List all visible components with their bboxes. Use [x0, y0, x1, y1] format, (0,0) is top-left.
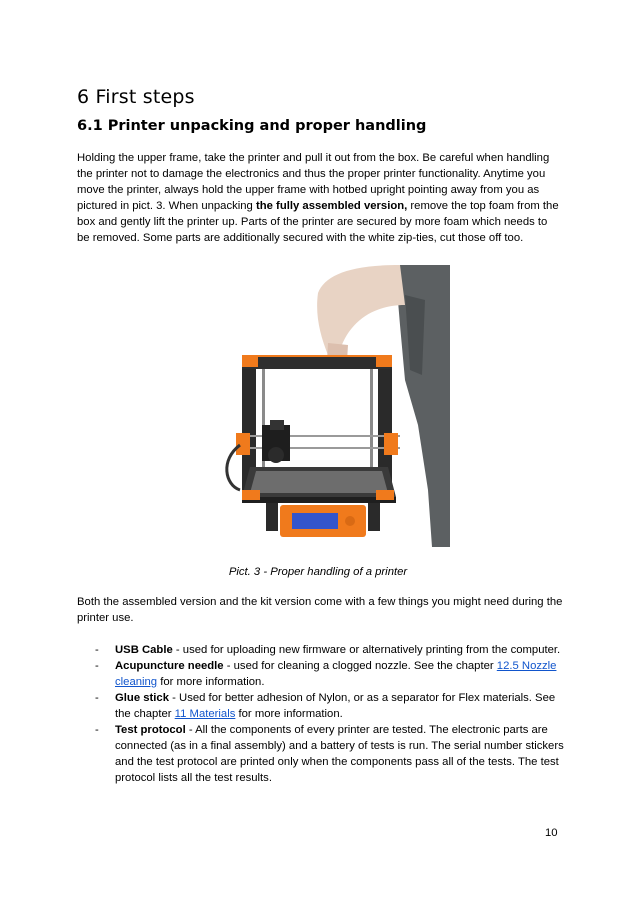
materials-link[interactable]: 11 Materials: [174, 708, 236, 720]
list-dash: -: [95, 644, 99, 656]
item-text: - All the components of every printer are tested. The electronic parts are connected (as in a final assembly) and a battery of tests is run. The serial number stickers and the test protocol are printed only when the components pass all of the tests. The test protocol lists all the test results.: [115, 724, 564, 784]
printer-photo: [200, 265, 450, 547]
list-item: [77, 722, 567, 786]
accessory-list: [77, 642, 567, 786]
item-term: Glue stick: [115, 692, 169, 704]
list-dash: -: [95, 692, 99, 704]
item-text: - Used for better adhesion of Nylon, or as a separator for Flex materials. See the chapter: [115, 692, 556, 720]
item-text-after: for more information.: [157, 676, 265, 688]
figure-caption: Pict. 3 - Proper handling of a printer: [228, 566, 408, 578]
list-item: [77, 658, 567, 690]
subsection-heading: 6.1 Printer unpacking and proper handling: [77, 118, 427, 134]
intro-text-a: Holding the upper frame, take the printer and pull it out from the box. Be careful when handling the printer not to damage the electronics and thus the proper printer functionality. Anytime you move the printer, always hold the upper frame with hotbed upright pointing away from you as pictured in pict. 3. When unpacking: [77, 152, 550, 212]
list-dash: -: [95, 724, 99, 736]
list-item: [77, 642, 567, 658]
intro-text-b: remove the top foam from the box and gently lift the printer up. Parts of the printer are secured by more foam which needs to be removed. Some parts are additionally secured with the white zip-ties, cut those off too.: [77, 200, 559, 244]
item-term: Acupuncture needle: [115, 660, 224, 672]
item-term: Test protocol: [115, 724, 186, 736]
kit-paragraph: Both the assembled version and the kit version come with a few things you might need during the printer use.: [77, 596, 563, 624]
list-item: [77, 690, 567, 722]
item-text: - used for uploading new firmware or alternatively printing from the computer.: [172, 644, 561, 656]
intro-paragraph: [77, 150, 563, 246]
item-term: USB Cable: [115, 644, 173, 656]
page-number: 10: [545, 827, 558, 839]
item-text: - used for cleaning a clogged nozzle. See the chapter: [223, 660, 497, 672]
section-heading: 6 First steps: [77, 86, 195, 108]
intro-bold-text: the fully assembled version,: [255, 200, 408, 212]
item-text-after: for more information.: [235, 708, 343, 720]
nozzle-cleaning-link[interactable]: 12.5 Nozzle cleaning: [115, 660, 557, 688]
list-dash: -: [95, 660, 99, 672]
